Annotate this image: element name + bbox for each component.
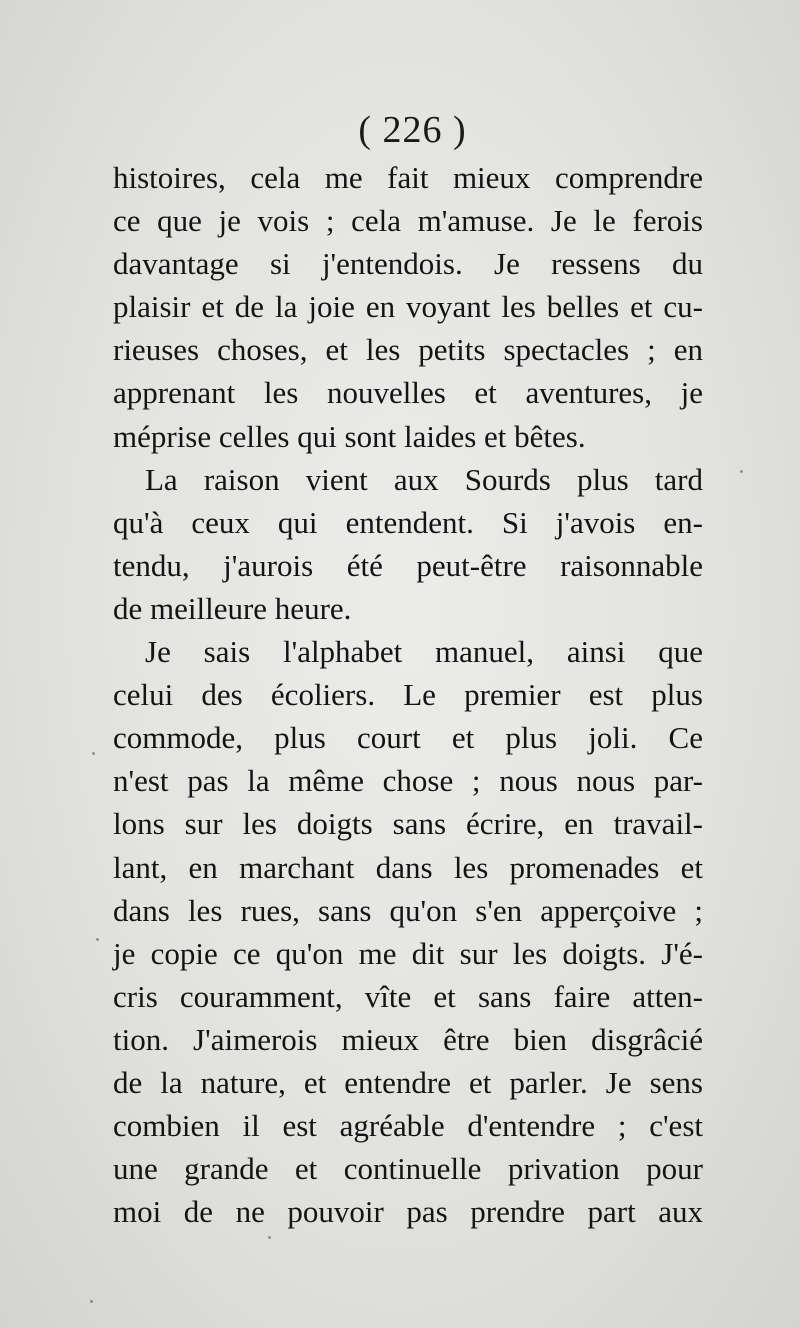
text-line: qu'à ceux qui entendent. Si j'avois en- bbox=[113, 504, 703, 540]
page-number: ( 226 ) bbox=[358, 109, 467, 151]
text-line: combien il est agréable d'entendre ; c'est bbox=[113, 1108, 703, 1144]
ink-speck bbox=[740, 470, 743, 473]
text-line: ce que je vois ; cela m'amuse. Je le ferois bbox=[113, 203, 703, 239]
text-line: une grande et continuelle privation pour bbox=[113, 1151, 703, 1187]
text-line: tion. J'aimerois mieux être bien disgrâcié bbox=[113, 1021, 703, 1057]
text-line: de la nature, et entendre et parler. Je sens bbox=[113, 1064, 703, 1100]
text-line: je copie ce qu'on me dit sur les doigts. J'é- bbox=[113, 935, 703, 971]
body-text bbox=[113, 156, 703, 1233]
ink-speck bbox=[268, 1236, 271, 1239]
text-line: celui des écoliers. Le premier est plus bbox=[113, 677, 703, 713]
text-line: lant, en marchant dans les promenades et bbox=[113, 849, 703, 885]
text-line: commode, plus court et plus joli. Ce bbox=[113, 720, 703, 756]
text-line: rieuses choses, et les petits spectacles ; en bbox=[113, 332, 703, 368]
text-line: plaisir et de la joie en voyant les belles et cu- bbox=[113, 289, 703, 325]
text-line: apprenant les nouvelles et aventures, je bbox=[113, 375, 703, 411]
text-line: histoires, cela me fait mieux comprendre bbox=[113, 160, 703, 195]
text-line: n'est pas la même chose ; nous nous par- bbox=[113, 763, 703, 799]
text-line: moi de ne pouvoir pas prendre part aux bbox=[113, 1194, 703, 1230]
ink-speck bbox=[92, 752, 95, 755]
text-line: davantage si j'entendois. Je ressens du bbox=[113, 246, 703, 282]
text-line: méprise celles qui sont laides et bêtes. bbox=[113, 418, 586, 454]
text-line: cris couramment, vîte et sans faire atten- bbox=[113, 978, 703, 1014]
ink-speck bbox=[90, 1300, 93, 1303]
text-line: lons sur les doigts sans écrire, en travail- bbox=[113, 806, 703, 842]
ink-speck bbox=[96, 938, 99, 941]
text-line: Je sais l'alphabet manuel, ainsi que bbox=[145, 634, 703, 670]
text-line: de meilleure heure. bbox=[113, 590, 352, 626]
text-line: dans les rues, sans qu'on s'en apperçoive ; bbox=[113, 892, 703, 928]
text-line: tendu, j'aurois été peut-être raisonnable bbox=[113, 547, 703, 583]
text-line: La raison vient aux Sourds plus tard bbox=[145, 461, 703, 497]
